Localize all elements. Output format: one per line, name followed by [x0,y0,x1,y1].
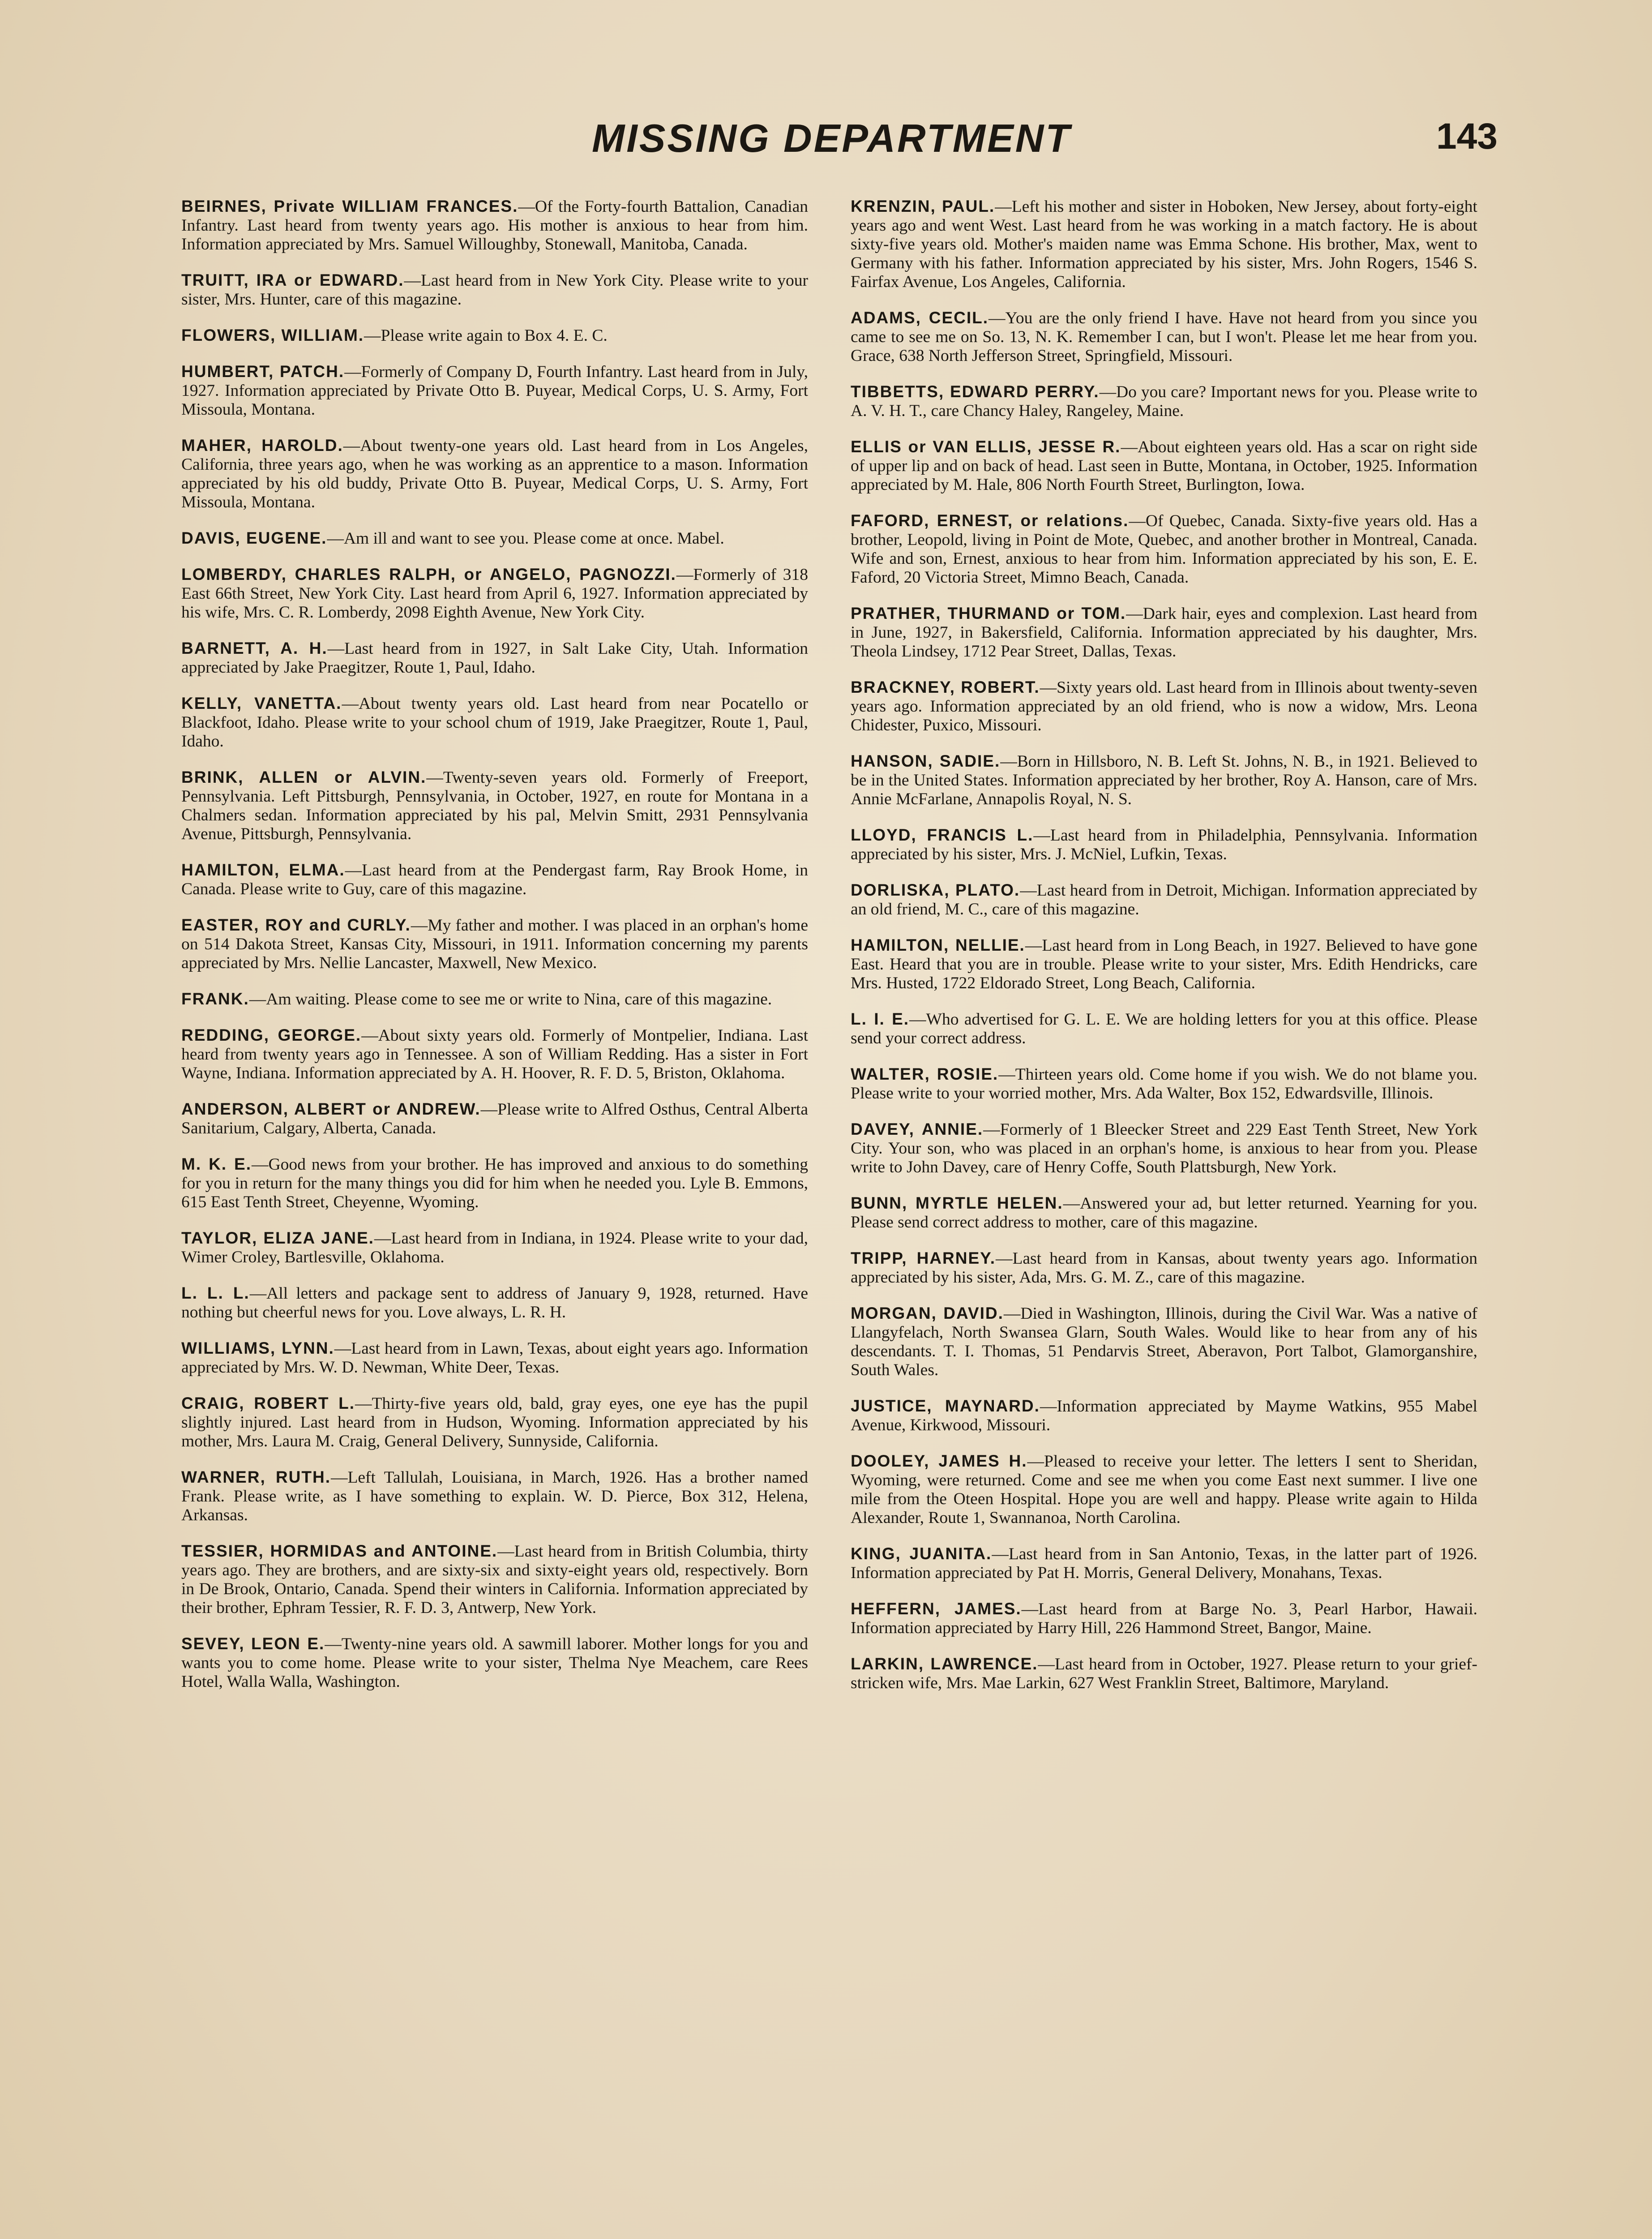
notice-paragraph [851,1120,1477,1177]
notice-name: DAVEY, ANNIE. [851,1120,984,1138]
notice-text: —Sixty years old. Last heard from in Illinois about twenty-seven years ago. Information appreciated by an old friend, who is now a widow, Mrs. Leona Chidester, Puxico, Missouri. [851,678,1477,734]
notice-text: —Do you care? Important news for you. Please write to A. V. H. T., care Chancy Haley, Rangeley, Maine. [851,383,1477,420]
notice-entry [851,1304,1477,1380]
notice-paragraph [851,197,1477,292]
notice-text: —Of the Forty-fourth Battalion, Canadian Infantry. Last heard from twenty years ago. His mother is anxious to hear from him. Information appreciated by Mrs. Samuel Willoughby, Stonewall, Manitoba, Canada. [181,197,808,253]
notice-entry [851,1452,1477,1527]
notice-entry [181,1100,808,1138]
notice-paragraph [181,1634,808,1691]
notice-name: SEVEY, LEON E. [181,1634,325,1653]
notice-text: —Last heard from in British Columbia, thirty years ago. They are brothers, and are sixty-six and sixty-eight years old, respectively. Born in De Brook, Ontario, Canada. Spend their winters in California. Information appreciated by their brother, Ephram Tessier, R. F. D. 3, Antwerp, New York. [181,1542,808,1617]
notice-text: —Twenty-nine years old. A sawmill laborer. Mother longs for you and wants you to come home. Please write to your sister, Thelma Nye Meachem, care Rees Hotel, Walla Walla, Washington. [181,1635,808,1691]
notice-entry [181,529,808,548]
notice-text: —Last heard from in Long Beach, in 1927. Believed to have gone East. Heard that you are in trouble. Please write to your sister, Mrs. Edith Hendricks, care Mrs. Husted, 1722 Eldorado Street, Long Beach, California. [851,936,1477,992]
notice-name: FLOWERS, WILLIAM. [181,326,364,344]
notice-name: DOOLEY, JAMES H. [851,1452,1027,1470]
notice-paragraph [181,271,808,309]
notice-paragraph [181,1229,808,1267]
notice-name: CRAIG, ROBERT L. [181,1394,355,1412]
notice-entry [181,694,808,751]
notice-text: —Left his mother and sister in Hoboken, New Jersey, about forty-eight years ago and went West. Last heard from he was working in a match factory. He is about sixty-five years old. Mother's maiden name was Emma Schone. His brother, Max, went to Germany with his father. Information appreciated by his sister, Mrs. John Rogers, 1546 S. Fairfax Avenue, Los Angeles, California. [851,197,1477,291]
notice-paragraph [851,936,1477,993]
notice-paragraph [851,1397,1477,1435]
notice-text: —Formerly of Company D, Fourth Infantry. Last heard from in July, 1927. Information appreciated by Private Otto B. Puyear, Medical Corps, U. S. Army, Fort Missoula, Montana. [181,363,808,419]
notice-paragraph [181,916,808,973]
notice-paragraph [851,1600,1477,1638]
notice-entry [851,1065,1477,1103]
notice-name: TESSIER, HORMIDAS and ANTOINE. [181,1542,498,1560]
notice-text: —Left Tallulah, Louisiana, in March, 1926. Has a brother named Frank. Please write, as I have something to explain. W. D. Pierce, Box 312, Helena, Arkansas. [181,1468,808,1524]
notice-name: LOMBERDY, CHARLES RALPH, or ANGELO, PAGNOZZI. [181,565,676,583]
notice-entry [851,511,1477,587]
notice-text: —About eighteen years old. Has a scar on right side of upper lip and on back of head. Last seen in Butte, Montana, in October, 1925. Information appreciated by M. Hale, 806 North Fourth Street, Burlington, Iowa. [851,438,1477,494]
notice-text: —Last heard from in October, 1927. Please return to your grief-stricken wife, Mrs. Mae Larkin, 627 West Franklin Street, Baltimore, Maryland. [851,1655,1478,1692]
notice-name: PRATHER, THURMAND or TOM. [851,604,1126,622]
notice-paragraph [181,694,808,751]
notice-paragraph [181,326,808,345]
notice-entry [851,881,1477,919]
notice-paragraph [181,1542,808,1617]
notice-name: HAMILTON, NELLIE. [851,936,1025,954]
notice-text: —Last heard from at the Pendergast farm, Ray Brook Home, in Canada. Please write to Guy, care of this magazine. [181,861,808,898]
notice-entry [851,1655,1477,1693]
notice-entry [851,438,1477,494]
notice-text: —Born in Hillsboro, N. B. Left St. Johns, N. B., in 1921. Believed to be in the United States. Information appreciated by her brother, Roy A. Hanson, care of Mrs. Annie McFarlane, Annapolis Royal, N. S. [851,752,1477,808]
notice-text: —My father and mother. I was placed in an orphan's home on 514 Dakota Street, Kansas City, Missouri, in 1911. Information concerning my parents appreciated by Mrs. Nellie Lancaster, Maxwell, New Mexico. [181,916,808,972]
notice-text: —About twenty years old. Last heard from near Pocatello or Blackfoot, Idaho. Please write to your school chum of 1919, Jake Praegitzer, Route 1, Paul, Idaho. [181,695,808,751]
notice-entry [181,436,808,512]
notice-paragraph [181,1394,808,1451]
notice-entry [181,1542,808,1617]
notice-text: —Good news from your brother. He has improved and anxious to do something for you in return for the many things you did for him when he needed you. Lyle B. Emmons, 615 East Tenth Street, Cheyenne, Wyoming. [181,1155,808,1211]
notice-name: ELLIS or VAN ELLIS, JESSE R. [851,438,1121,456]
notice-entry [181,1026,808,1083]
notice-text: —Please write again to Box 4. E. C. [364,326,608,345]
notice-paragraph [851,604,1477,661]
notice-name: BRINK, ALLEN or ALVIN. [181,768,427,786]
notice-name: KRENZIN, PAUL. [851,197,995,215]
notice-paragraph [851,382,1477,420]
notice-name: JUSTICE, MAYNARD. [851,1397,1040,1415]
notice-text: —Last heard from in Indiana, in 1924. Please write to your dad, Wimer Croley, Bartlesville, Oklahoma. [181,1229,808,1266]
notice-paragraph [851,309,1477,365]
notice-paragraph [851,678,1477,735]
notice-entry [851,382,1477,420]
notice-entry [851,604,1477,661]
notice-entry [181,861,808,899]
notice-paragraph [851,1194,1477,1232]
page-header [166,116,1498,169]
notice-name: TRUITT, IRA or EDWARD. [181,271,404,289]
notice-name: TIBBETTS, EDWARD PERRY. [851,382,1100,401]
notice-paragraph [851,1304,1477,1380]
notice-name: TAYLOR, ELIZA JANE. [181,1229,374,1247]
notice-entry [851,1010,1477,1048]
notice-name: DORLISKA, PLATO. [851,881,1020,899]
left-column [181,197,808,1708]
notice-paragraph [851,511,1477,587]
notice-paragraph [851,1010,1477,1048]
notice-entry [181,565,808,622]
notice-name: LARKIN, LAWRENCE. [851,1655,1038,1673]
notice-paragraph [851,1544,1477,1583]
notice-text: —Last heard from in 1927, in Salt Lake City, Utah. Information appreciated by Jake Praegitzer, Route 1, Paul, Idaho. [181,639,808,677]
notice-name: BRACKNEY, ROBERT. [851,678,1040,696]
notice-text: —Thirty-five years old, bald, gray eyes, one eye has the pupil slightly injured. Last heard from in Hudson, Wyoming. Information appreciated by his mother, Mrs. Laura M. Craig, General Delivery, Sunnyside, California. [181,1394,808,1450]
notice-entry [181,197,808,254]
notice-name: ADAMS, CECIL. [851,309,989,327]
notice-text: —All letters and package sent to address of January 9, 1928, returned. Have nothing but cheerful news for you. Love always, L. R. H. [181,1284,809,1321]
notice-text: —Last heard from in San Antonio, Texas, in the latter part of 1926. Information appreciated by Pat H. Morris, General Delivery, Monahans, Texas. [851,1545,1477,1582]
notice-entry [181,1229,808,1267]
notice-paragraph [181,1155,808,1212]
notice-paragraph [851,1065,1477,1103]
notice-paragraph [851,1249,1477,1287]
notice-paragraph [181,529,808,548]
notice-text: —Twenty-seven years old. Formerly of Freeport, Pennsylvania. Left Pittsburgh, Pennsylvania, in October, 1927, en route for Montana in a Chalmers sedan. Information appreciated by his pal, Melvin Smitt, 2931 Pennsylvania Avenue, Pittsburgh, Pennsylvania. [181,768,808,843]
notice-text: —Am ill and want to see you. Please come at once. Mabel. [327,529,724,548]
notice-entry [851,1249,1477,1287]
notice-entry [851,1600,1477,1638]
notice-paragraph [181,436,808,512]
notice-entry [181,362,808,419]
notice-paragraph [181,639,808,677]
notice-entry [181,271,808,309]
notice-name: BARNETT, A. H. [181,639,328,657]
notice-name: MAHER, HAROLD. [181,436,343,455]
notice-name: ANDERSON, ALBERT or ANDREW. [181,1100,481,1118]
notice-entry [181,990,808,1009]
notice-name: KING, JUANITA. [851,1544,992,1563]
notice-text: —Pleased to receive your letter. The letters I sent to Sheridan, Wyoming, were returned. Come and see me when you come East next summer. I live one mile from the Oteen Hospital. Hope you are well and happy. Please write again to Hilda Alexander, Route 1, Swannanoa, North Carolina. [851,1452,1477,1527]
notice-entry [851,1544,1477,1583]
notice-paragraph [181,1100,808,1138]
notice-text: —Last heard from in Lawn, Texas, about eight years ago. Information appreciated by Mrs. W. D. Newman, White Deer, Texas. [181,1339,809,1377]
page-number: 143 [1436,116,1498,157]
right-column [851,197,1477,1710]
notice-paragraph [851,752,1477,809]
notice-paragraph [851,881,1477,919]
notice-name: M. K. E. [181,1155,252,1173]
notice-paragraph [181,1026,808,1083]
notice-entry [181,1284,808,1322]
notice-paragraph [181,861,808,899]
notice-text: —About sixty years old. Formerly of Montpelier, Indiana. Last heard from twenty years ago in Tennessee. A son of William Redding. Has a sister in Fort Wayne, Indiana. Information appreciated by A. H. Hoover, R. F. D. 5, Briston, Oklahoma. [181,1026,808,1082]
notice-name: WALTER, ROSIE. [851,1065,999,1083]
notice-entry [181,1468,808,1525]
notice-paragraph [181,362,808,419]
notice-text: —Last heard from in Philadelphia, Pennsylvania. Information appreciated by his sister, Mrs. J. McNiel, Lufkin, Texas. [851,826,1477,863]
notice-entry [851,197,1477,292]
notice-text: —Information appreciated by Mayme Watkins, 955 Mabel Avenue, Kirkwood, Missouri. [851,1397,1477,1434]
notice-name: LLOYD, FRANCIS L. [851,826,1034,844]
notice-text: —Please write to Alfred Osthus, Central Alberta Sanitarium, Calgary, Alberta, Canada. [181,1100,808,1137]
notice-text: —Thirteen years old. Come home if you wish. We do not blame you. Please write to your worried mother, Mrs. Ada Walter, Box 152, Edwardsville, Illinois. [851,1065,1478,1102]
notice-name: L. L. L. [181,1284,250,1302]
notice-paragraph [851,1452,1477,1527]
notice-text: —Formerly of 318 East 66th Street, New York City. Last heard from April 6, 1927. Information appreciated by his wife, Mrs. C. R. Lomberdy, 2098 Eighth Avenue, New York City. [181,566,808,622]
notice-entry [851,678,1477,735]
notice-name: HUMBERT, PATCH. [181,362,345,381]
notice-name: BUNN, MYRTLE HELEN. [851,1194,1063,1212]
notice-entry [851,1120,1477,1177]
notice-paragraph [181,1468,808,1525]
notice-name: KELLY, VANETTA. [181,694,342,712]
notice-name: HEFFERN, JAMES. [851,1600,1022,1618]
notice-name: L. I. E. [851,1010,910,1028]
notice-paragraph [181,197,808,254]
notice-name: HAMILTON, ELMA. [181,861,345,879]
notice-entry [181,1155,808,1212]
notice-name: FRANK. [181,990,249,1008]
notice-text: —Answered your ad, but letter returned. Yearning for you. Please send correct address to mother, care of this magazine. [851,1194,1477,1231]
notice-text: —About twenty-one years old. Last heard from in Los Angeles, California, three years ago, when he was working as an apprentice to a mason. Information appreciated by his old buddy, Private Otto B. Puyear, Medical Corps, U. S. Army, Fort Missoula, Montana. [181,437,808,511]
notice-text: —Who advertised for G. L. E. We are holding letters for you at this office. Please send your correct address. [851,1010,1477,1047]
notice-text: —Dark hair, eyes and complexion. Last heard from in June, 1927, in Bakersfield, California. Information appreciated by his daughter, Mrs. Theola Lindsey, 1712 Pear Street, Dallas, Texas. [851,605,1477,661]
notice-entry [181,1634,808,1691]
notice-paragraph [181,565,808,622]
notice-name: WARNER, RUTH. [181,1468,331,1486]
notice-name: FAFORD, ERNEST, or relations. [851,511,1129,530]
notice-name: MORGAN, DAVID. [851,1304,1004,1322]
page-title: MISSING DEPARTMENT [591,116,1072,160]
notice-text: —Of Quebec, Canada. Sixty-five years old. Has a brother, Leopold, living in Point de Mote, Quebec, and another brother in Montreal, Canada. Wife and son, Ernest, anxious to hear from him. Information appreciated by his son, E. E. Faford, 20 Victoria Street, Mimno Beach, Canada. [851,512,1477,587]
notice-paragraph [851,1655,1477,1693]
notice-entry [851,936,1477,993]
notice-entry [181,916,808,973]
notice-name: TRIPP, HARNEY. [851,1249,996,1267]
notice-entry [181,326,808,345]
notice-text: —You are the only friend I have. Have not heard from you since you came to see me on So. 13, N. K. Remember I can, but I won't. Please let me hear from you. Grace, 638 North Jefferson Street, Springfield, Missouri. [851,309,1477,365]
notice-name: WILLIAMS, LYNN. [181,1339,334,1357]
notice-text: —Died in Washington, Illinois, during the Civil War. Was a native of Llangyfelach, North Swansea Glarn, South Wales. Would like to hear from any of his descendants. T. I. Thomas, 51 Pendarvis Street, Aberavon, Port Talbot, Glamorganshire, South Wales. [851,1304,1477,1379]
notice-text: —Last heard from at Barge No. 3, Pearl Harbor, Hawaii. Information appreciated by Harry Hill, 226 Hammond Street, Bangor, Maine. [851,1600,1477,1637]
notice-entry [181,1394,808,1451]
notice-paragraph [181,990,808,1009]
notice-name: EASTER, ROY and CURLY. [181,916,411,934]
notice-entry [851,752,1477,809]
notice-text: —Last heard from in Detroit, Michigan. Information appreciated by an old friend, M. C., care of this magazine. [851,881,1477,918]
notice-entry [851,309,1477,365]
notice-paragraph [181,1284,808,1322]
notice-text: —Last heard from in Kansas, about twenty years ago. Information appreciated by his sister, Ada, Mrs. G. M. Z., care of this magazine. [851,1249,1477,1287]
notice-name: REDDING, GEORGE. [181,1026,362,1044]
notice-entry [181,1339,808,1377]
notice-paragraph [851,438,1477,494]
notice-text: —Last heard from in New York City. Please write to your sister, Mrs. Hunter, care of this magazine. [181,271,809,309]
notice-entry [851,1397,1477,1435]
notice-name: HANSON, SADIE. [851,752,1001,770]
notice-name: DAVIS, EUGENE. [181,529,327,547]
notice-paragraph [851,826,1477,864]
notice-entry [181,768,808,844]
notice-text: —Am waiting. Please come to see me or write to Nina, care of this magazine. [249,990,772,1008]
notice-name: BEIRNES, Private WILLIAM FRANCES. [181,197,518,215]
notice-text: —Formerly of 1 Bleecker Street and 229 East Tenth Street, New York City. Your son, who was placed in an orphan's home, is anxious to hear from you. Please write to John Davey, care of Henry Coffe, South Plattsburgh, New York. [851,1120,1477,1176]
notice-entry [851,826,1477,864]
notice-paragraph [181,1339,808,1377]
notice-entry [851,1194,1477,1232]
notice-paragraph [181,768,808,844]
notice-entry [181,639,808,677]
